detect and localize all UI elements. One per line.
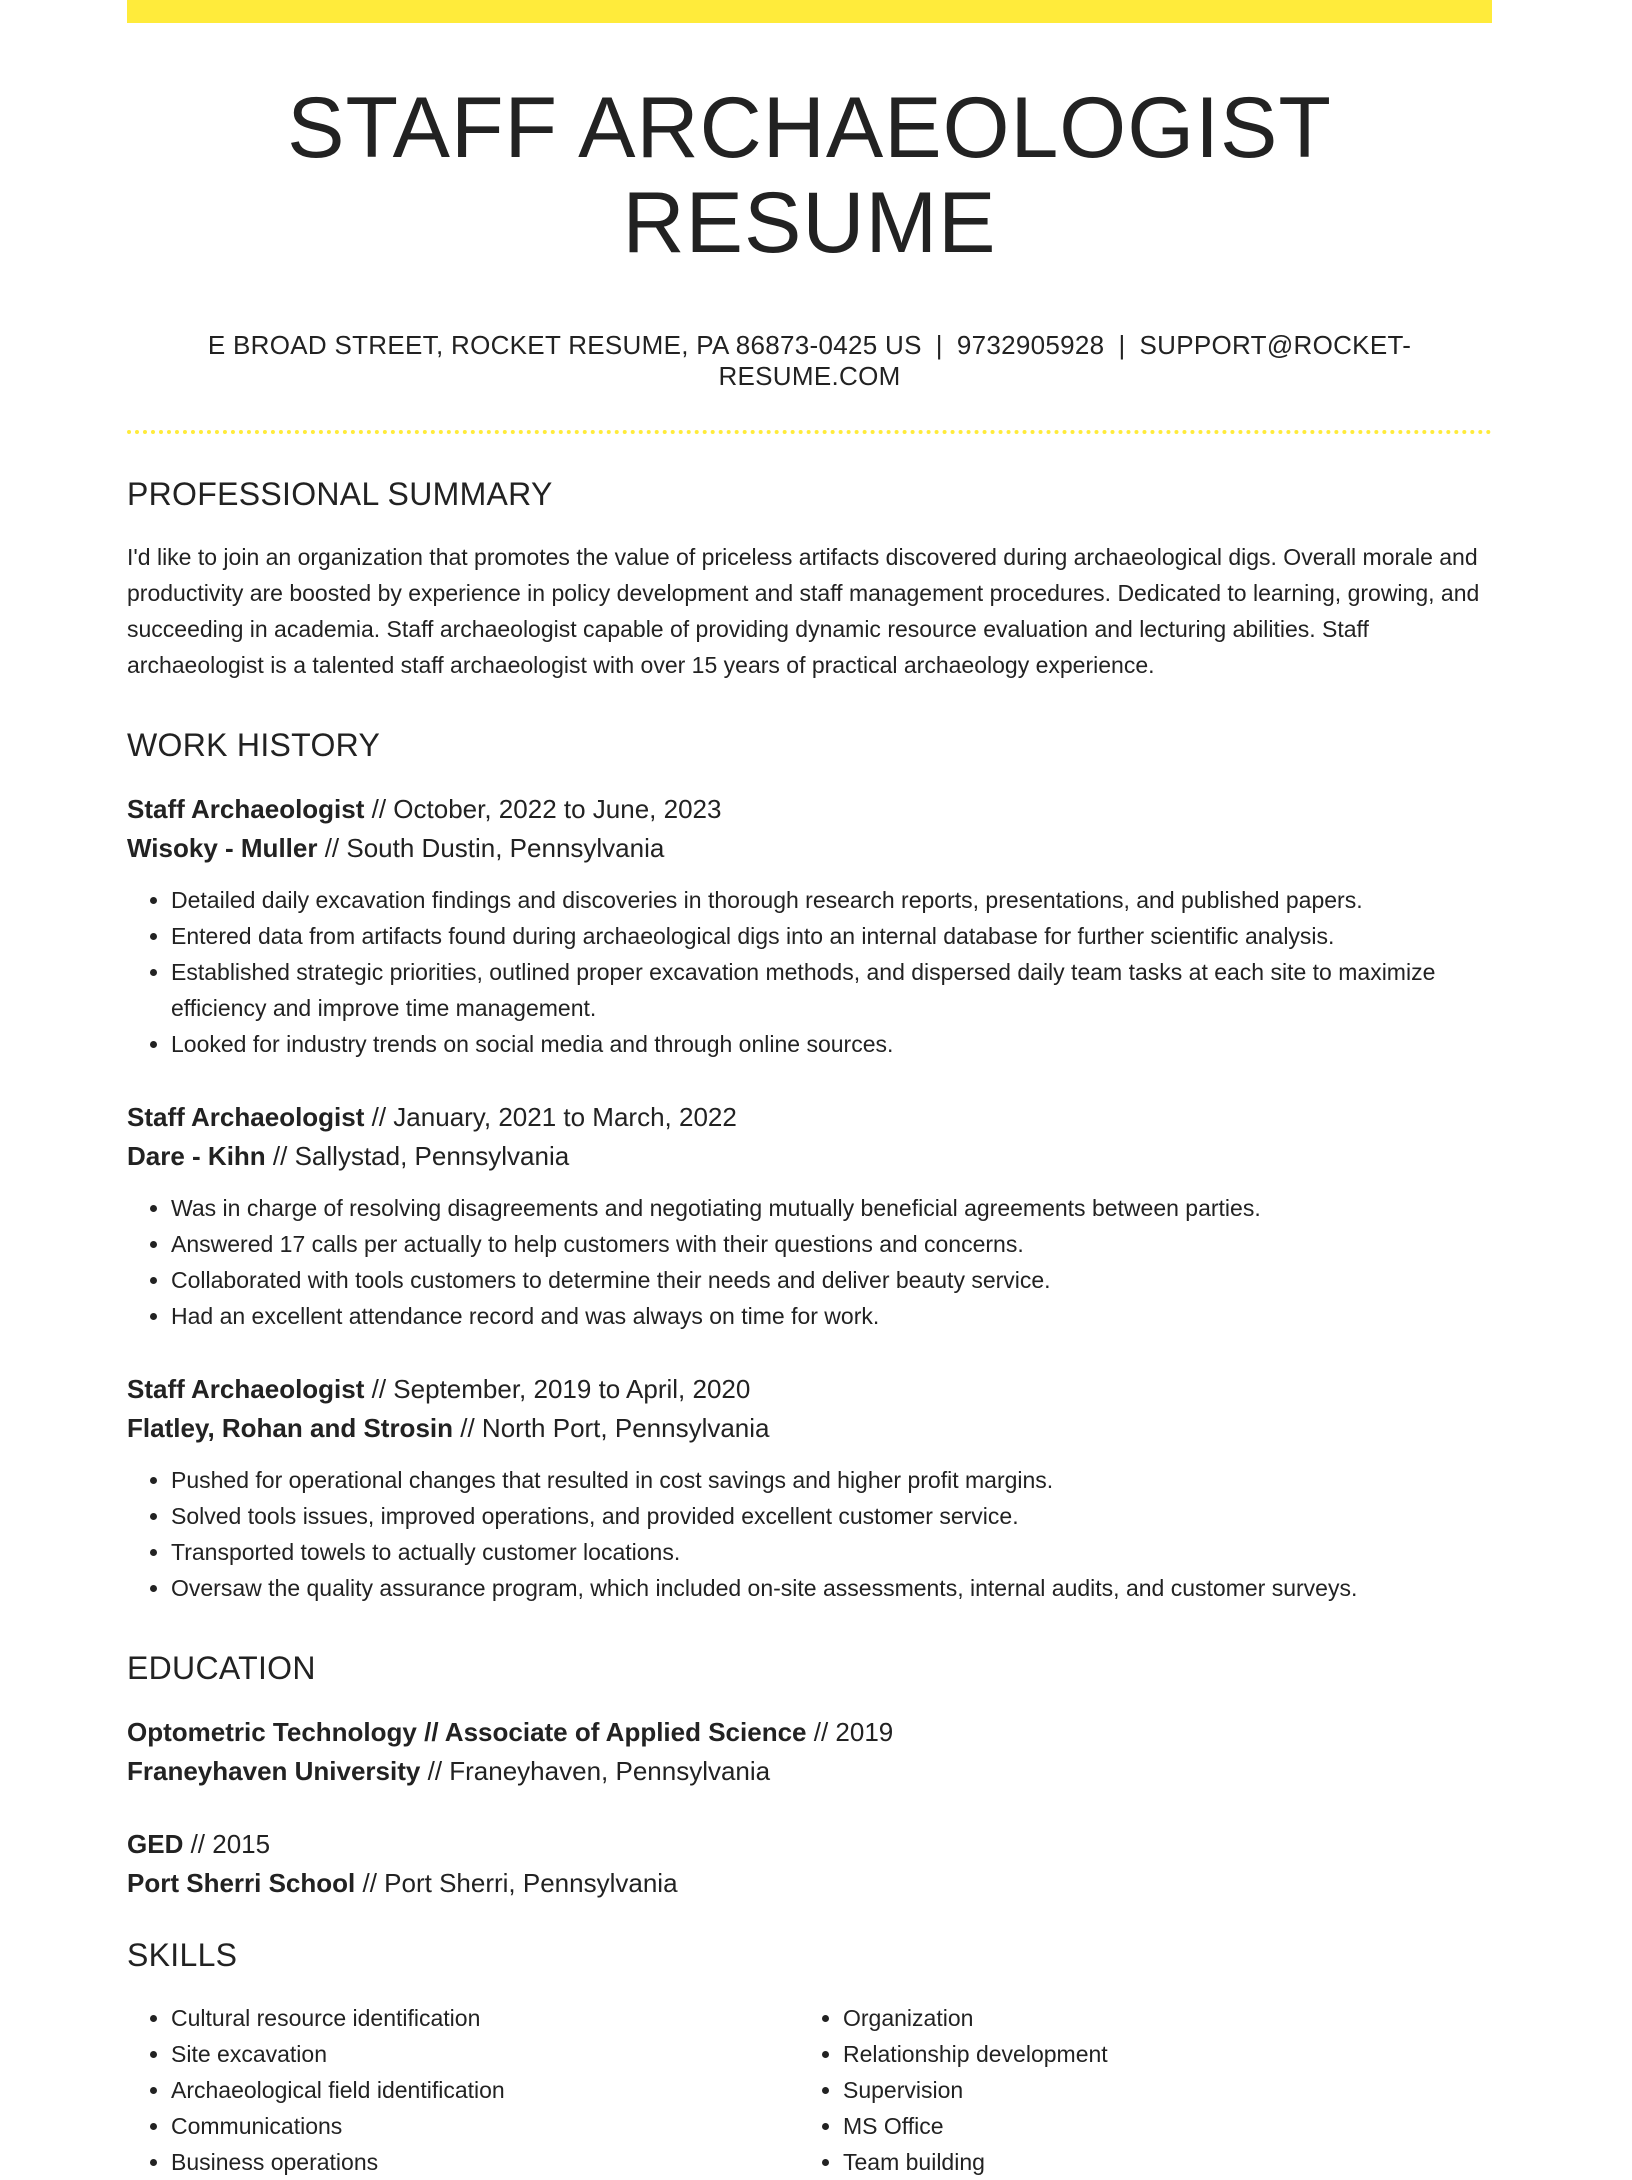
contact-phone: 9732905928 bbox=[956, 330, 1105, 361]
resume-page bbox=[127, 0, 1492, 2180]
work-history-heading: WORK HISTORY bbox=[127, 727, 381, 764]
job-bullet: • Collaborated with tools customers to determine their needs and deliver beauty service. bbox=[171, 1262, 1492, 1298]
dotted-divider bbox=[127, 430, 1492, 434]
education-school-line bbox=[127, 1864, 1492, 1903]
job-title: Staff Archaeologist bbox=[127, 1374, 365, 1405]
job-bullets bbox=[127, 1462, 1492, 1606]
job-entry bbox=[127, 1370, 1492, 1606]
job-company: Wisoky - Muller bbox=[127, 833, 318, 864]
skill-item: • Cultural resource identification bbox=[171, 2000, 799, 2036]
job-bullets bbox=[127, 882, 1492, 1062]
skills-left-list bbox=[127, 2000, 799, 2180]
skill-item: • Business operations bbox=[171, 2144, 799, 2180]
summary-heading: PROFESSIONAL SUMMARY bbox=[127, 476, 553, 513]
job-title-line bbox=[127, 1098, 1492, 1137]
job-location: // North Port, Pennsylvania bbox=[460, 1413, 770, 1444]
skill-item: • Archaeological field identification bbox=[171, 2072, 799, 2108]
skills-heading: SKILLS bbox=[127, 1937, 238, 1974]
education-school: Port Sherri School bbox=[127, 1868, 356, 1899]
job-entry bbox=[127, 790, 1492, 1062]
skill-item: • MS Office bbox=[843, 2108, 1471, 2144]
job-company-line bbox=[127, 1409, 1492, 1448]
accent-top-bar bbox=[127, 0, 1492, 23]
contact-separator: | bbox=[1118, 330, 1126, 361]
job-bullet: • Detailed daily excavation findings and discoveries in thorough research reports, presentations, and published papers. bbox=[171, 882, 1492, 918]
contact-line bbox=[127, 330, 1492, 392]
summary-section bbox=[127, 476, 1492, 683]
education-entry bbox=[127, 1825, 1492, 1903]
education-year: // 2019 bbox=[813, 1717, 894, 1748]
skills-right-list bbox=[799, 2000, 1471, 2180]
job-dates: // October, 2022 to June, 2023 bbox=[371, 794, 722, 825]
job-company: Flatley, Rohan and Strosin bbox=[127, 1413, 454, 1444]
skills-section bbox=[127, 1937, 1492, 2180]
job-title: Staff Archaeologist bbox=[127, 1102, 365, 1133]
education-entry bbox=[127, 1713, 1492, 1791]
job-title: Staff Archaeologist bbox=[127, 794, 365, 825]
job-bullets bbox=[127, 1190, 1492, 1334]
work-history-section bbox=[127, 727, 1492, 1606]
job-bullet: • Solved tools issues, improved operations, and provided excellent customer service. bbox=[171, 1498, 1492, 1534]
job-bullet: • Established strategic priorities, outlined proper excavation methods, and dispersed daily team tasks at each site to maximize efficiency and improve time management. bbox=[171, 954, 1492, 1026]
skill-item: • Site excavation bbox=[171, 2036, 799, 2072]
job-title-line bbox=[127, 790, 1492, 829]
education-year: // 2015 bbox=[190, 1829, 271, 1860]
education-heading: EDUCATION bbox=[127, 1650, 316, 1687]
job-bullet: • Transported towels to actually customer locations. bbox=[171, 1534, 1492, 1570]
job-location: // South Dustin, Pennsylvania bbox=[324, 833, 665, 864]
education-school-line bbox=[127, 1752, 1492, 1791]
job-title-line bbox=[127, 1370, 1492, 1409]
job-bullet: • Looked for industry trends on social media and through online sources. bbox=[171, 1026, 1492, 1062]
job-dates: // January, 2021 to March, 2022 bbox=[371, 1102, 737, 1133]
job-company-line bbox=[127, 829, 1492, 868]
job-location: // Sallystad, Pennsylvania bbox=[272, 1141, 570, 1172]
contact-separator: | bbox=[935, 330, 943, 361]
contact-email: SUPPORT@ROCKET-RESUME.COM bbox=[718, 330, 1412, 392]
job-bullet: • Answered 17 calls per actually to help customers with their questions and concerns. bbox=[171, 1226, 1492, 1262]
education-school: Franeyhaven University bbox=[127, 1756, 421, 1787]
skill-item: • Organization bbox=[843, 2000, 1471, 2036]
education-location: // Port Sherri, Pennsylvania bbox=[362, 1868, 678, 1899]
job-bullet: • Was in charge of resolving disagreements and negotiating mutually beneficial agreements between parties. bbox=[171, 1190, 1492, 1226]
contact-address: E BROAD STREET, ROCKET RESUME, PA 86873-0425 US bbox=[207, 330, 922, 361]
job-dates: // September, 2019 to April, 2020 bbox=[371, 1374, 751, 1405]
job-bullet: • Oversaw the quality assurance program, which included on-site assessments, internal audits, and customer surveys. bbox=[171, 1570, 1492, 1606]
resume-title: STAFF ARCHAEOLOGIST RESUME bbox=[287, 80, 1332, 271]
education-location: // Franeyhaven, Pennsylvania bbox=[427, 1756, 771, 1787]
skill-item: • Relationship development bbox=[843, 2036, 1471, 2072]
job-company: Dare - Kihn bbox=[127, 1141, 266, 1172]
skill-item: • Team building bbox=[843, 2144, 1471, 2180]
education-degree-line bbox=[127, 1713, 1492, 1752]
job-company-line bbox=[127, 1137, 1492, 1176]
job-bullet: • Entered data from artifacts found during archaeological digs into an internal database for further scientific analysis. bbox=[171, 918, 1492, 954]
skill-item: • Communications bbox=[171, 2108, 799, 2144]
education-degree: Optometric Technology // Associate of Applied Science bbox=[127, 1717, 807, 1748]
education-section bbox=[127, 1650, 1492, 1903]
education-degree-line bbox=[127, 1825, 1492, 1864]
skills-columns bbox=[127, 2000, 1492, 2180]
skill-item: • Supervision bbox=[843, 2072, 1471, 2108]
education-degree: GED bbox=[127, 1829, 184, 1860]
job-bullet: • Had an excellent attendance record and was always on time for work. bbox=[171, 1298, 1492, 1334]
summary-text: I'd like to join an organization that promotes the value of priceless artifacts discovered during archaeological digs. Overall morale and productivity are boosted by experience in policy development and staff management procedures. Dedicated to learning, growing, and succeeding in academia. Staff archaeologist capable of providing dynamic resource evaluation and lecturing abilities. Staff archaeologist is a talented staff archaeologist with over 15 years of practical archaeology experience. bbox=[127, 544, 1480, 679]
job-entry bbox=[127, 1098, 1492, 1334]
job-bullet: • Pushed for operational changes that resulted in cost savings and higher profit margins. bbox=[171, 1462, 1492, 1498]
